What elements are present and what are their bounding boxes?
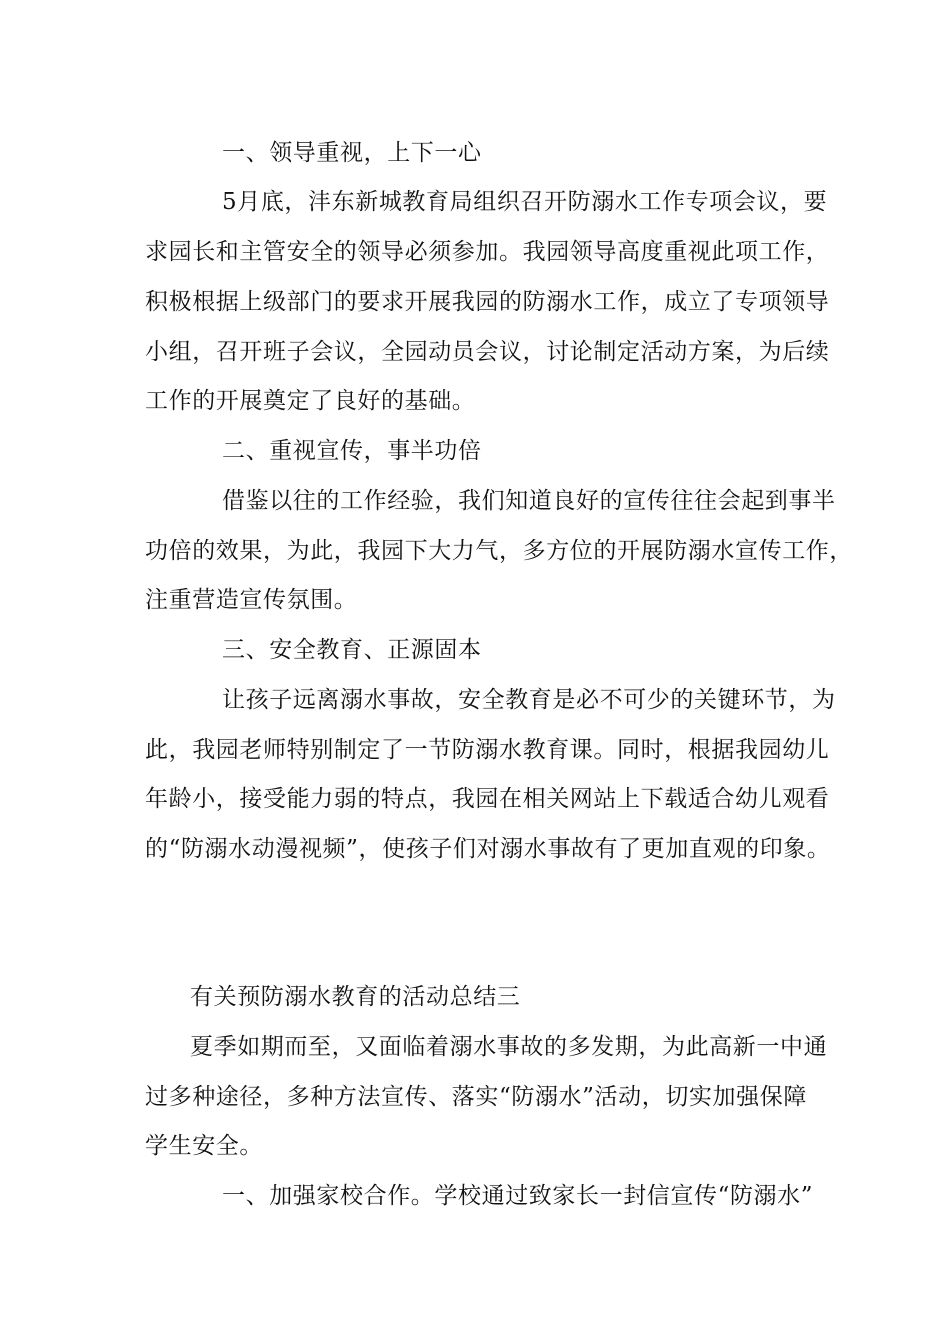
paragraph-line: 过多种途径，多种方法宣传、落实“防溺水”活动，切实加强保障 [145,1084,807,1110]
section-heading-1: 一、领导重视，上下一心 [222,140,482,166]
paragraph-line: 积极根据上级部门的要求开展我园的防溺水工作，成立了专项领导 [145,289,830,315]
paragraph-line: 夏季如期而至，又面临着溺水事故的多发期，为此高新一中通 [190,1034,828,1060]
paragraph-line: 功倍的效果，为此，我园下大力气，多方位的开展防溺水宣传工作， [145,538,853,564]
paragraph-line: 年龄小，接受能力弱的特点，我园在相关网站上下载适合幼儿观看 [145,786,830,812]
section-heading-3: 三、安全教育、正源固本 [222,637,482,663]
paragraph-line: 让孩子远离溺水事故，安全教育是必不可少的关键环节，为 [222,687,836,713]
paragraph-line: 学生安全。 [145,1133,263,1159]
paragraph-line: 工作的开展奠定了良好的基础。 [145,388,476,414]
paragraph-line: 求园长和主管安全的领导必须参加。我园领导高度重视此项工作， [145,239,830,265]
paragraph-line: 此，我园老师特别制定了一节防溺水教育课。同时，根据我园幼儿 [145,737,830,763]
paragraph-line: 的“防溺水动漫视频”，使孩子们对溺水事故有了更加直观的印象。 [145,836,831,862]
paragraph-line: 借鉴以往的工作经验，我们知道良好的宣传往往会起到事半 [222,488,836,514]
paragraph-line: 一、加强家校合作。学校通过致家长一封信宣传“防溺水” [222,1183,814,1209]
paragraph-line: 小组，召开班子会议，全园动员会议，讨论制定活动方案，为后续 [145,339,830,365]
paragraph-line: 5月底，沣东新城教育局组织召开防溺水工作专项会议，要 [222,189,828,215]
paragraph-line: 注重营造宣传氛围。 [145,587,358,613]
article-title: 有关预防溺水教育的活动总结三 [190,984,521,1010]
section-heading-2: 二、重视宣传，事半功倍 [222,438,482,464]
